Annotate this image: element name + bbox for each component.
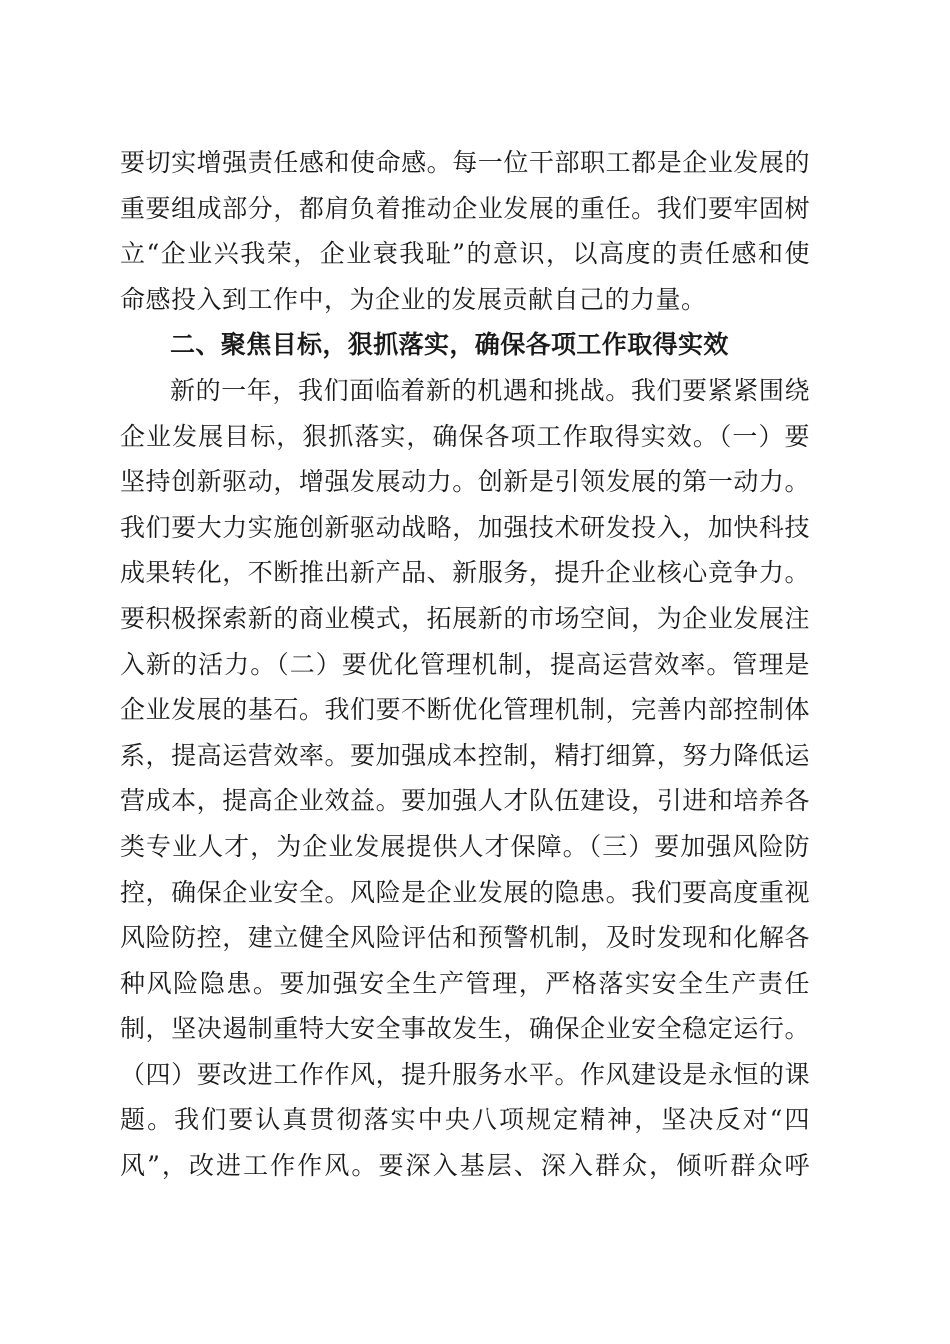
- paragraph-line: 营成本，提高企业效益。要加强人才队伍建设，引进和培养各: [120, 786, 810, 816]
- document-body: [120, 140, 810, 1189]
- paragraph-line: 重要组成部分，都肩负着推动企业发展的重任。我们要牢固树: [120, 193, 810, 223]
- paragraph-line: 成果转化，不断推出新产品、新服务，提升企业核心竞争力。: [120, 558, 810, 588]
- paragraph-line: 制，坚决遏制重特大安全事故发生，确保企业安全稳定运行。: [120, 1014, 810, 1044]
- paragraph-line: 题。我们要认真贯彻落实中央八项规定精神，坚决反对“四: [120, 1105, 810, 1135]
- section-heading-2: 二、聚焦目标，狠抓落实，确保各项工作取得实效: [170, 330, 729, 360]
- paragraph-line: 控，确保企业安全。风险是企业发展的隐患。我们要高度重视: [120, 877, 810, 907]
- paragraph-line: 要切实增强责任感和使命感。每一位干部职工都是企业发展的: [120, 148, 810, 177]
- paragraph-line: 我们要大力实施创新驱动战略，加强技术研发投入，加快科技: [120, 512, 810, 542]
- paragraph-line: 类专业人才，为企业发展提供人才保障。（三）要加强风险防: [120, 831, 810, 861]
- paragraph-line: 企业发展目标，狠抓落实，确保各项工作取得实效。（一）要: [120, 421, 810, 451]
- paragraph-line: （四）要改进工作作风，提升服务水平。作风建设是永恒的课: [120, 1059, 810, 1089]
- paragraph-line: 系，提高运营效率。要加强成本控制，精打细算，努力降低运: [120, 740, 810, 770]
- paragraph-line: 新的一年，我们面临着新的机遇和挑战。我们要紧紧围绕: [170, 375, 810, 405]
- paragraph-line: 坚持创新驱动，增强发展动力。创新是引领发展的第一动力。: [120, 467, 810, 497]
- paragraph-line: 种风险隐患。要加强安全生产管理，严格落实安全生产责任: [120, 968, 810, 998]
- paragraph-line: 命感投入到工作中，为企业的发展贡献自己的力量。: [120, 284, 707, 314]
- paragraph-line: 入新的活力。（二）要优化管理机制，提高运营效率。管理是: [120, 649, 810, 679]
- paragraph-line: 立“企业兴我荣，企业衰我耻”的意识，以高度的责任感和使: [120, 239, 810, 269]
- paragraph-2: [120, 368, 810, 1189]
- paragraph-line: 企业发展的基石。我们要不断优化管理机制，完善内部控制体: [120, 695, 810, 725]
- paragraph-1: [120, 140, 810, 322]
- paragraph-line: 要积极探索新的商业模式，拓展新的市场空间，为企业发展注: [120, 603, 810, 633]
- paragraph-line: 风险防控，建立健全风险评估和预警机制，及时发现和化解各: [120, 923, 810, 953]
- paragraph-line: 风”，改进工作作风。要深入基层、深入群众，倾听群众呼: [120, 1151, 810, 1181]
